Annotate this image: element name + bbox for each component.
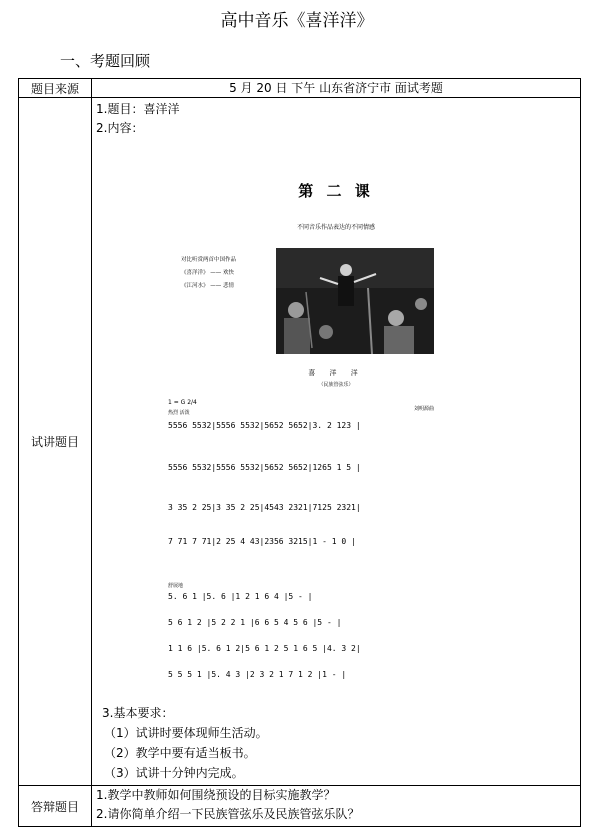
- requirement-item: （3）试讲十分钟内完成。: [104, 766, 244, 780]
- requirements: [96, 704, 576, 783]
- defense-row: [19, 786, 581, 827]
- defense-label: 答辩题目: [19, 786, 92, 827]
- defense-question: 2.请你简单介绍一下民族管弦乐及民族管弦乐队？: [96, 807, 360, 821]
- document-title: 高中音乐《喜洋洋》: [220, 11, 374, 31]
- tempo-mark-2: 舒展地: [168, 583, 184, 589]
- tempo-mark: 热烈 活泼: [168, 410, 190, 416]
- exam-table: [18, 78, 581, 827]
- score-image: [96, 140, 576, 700]
- requirement-item: （2）教学中要有适当板书。: [104, 746, 256, 760]
- score-row: 3 35 2 25|3 35 2 25|4543 2321|7125 2321|: [168, 503, 361, 512]
- orchestra-photo: [276, 248, 434, 354]
- score-row: 7 71 7 71|2 25 4 43|2356 3215|1 - 1 0 |: [168, 537, 356, 546]
- score-row: 5556 5532|5556 5532|5652 5652|3. 2 123 |: [168, 421, 361, 430]
- compare-line: 对比听赏两首中国作品: [181, 257, 237, 263]
- orchestra-photo-graphic: [276, 248, 434, 354]
- lesson-subtitle: 不同音乐作品表达的不同情感: [296, 224, 375, 231]
- defense-content: [92, 786, 581, 827]
- content-line: 2.内容：: [96, 121, 144, 135]
- compare-list: [181, 254, 236, 293]
- section-heading: 一、考题回顾: [60, 52, 151, 70]
- piece-title: 喜 洋 洋: [308, 369, 364, 377]
- trial-label: 试讲题目: [19, 98, 92, 786]
- score-row: 1 1 6 |5. 6 1 2|5 6 1 2 5 1 6 5 |4. 3 2|: [168, 644, 361, 653]
- piece-subtitle: （民族管弦乐）: [318, 382, 354, 388]
- defense-question: 1.教学中教师如何围绕预设的目标实施教学？: [96, 788, 336, 802]
- compare-line: 《江河水》 —— 悲情: [181, 283, 234, 289]
- score-row: 5 6 1 2 |5 2 2 1 |6 6 5 4 5 6 |5 - |: [168, 618, 342, 627]
- source-value: 5 月 20 日 下午 山东省济宁市 面试考题: [92, 79, 581, 98]
- source-row: [19, 79, 581, 98]
- requirements-title: 3.基本要求：: [102, 706, 174, 720]
- source-label: 题目来源: [19, 79, 92, 98]
- compare-line: 《喜洋洋》 —— 欢快: [181, 270, 234, 276]
- score-row: 5. 6 1 |5. 6 |1 2 1 6 4 |5 - |: [168, 592, 313, 601]
- score-row: 5 5 5 1 |5. 4 3 |2 3 2 1 7 1 2 |1 - |: [168, 670, 347, 679]
- score-row: 5556 5532|5556 5532|5652 5652|1265 1 5 |: [168, 463, 361, 472]
- requirement-item: （1）试讲时要体现师生活动。: [104, 726, 268, 740]
- lesson-title: 第 二 课: [298, 182, 374, 200]
- key-signature: 1 = G 2/4: [168, 399, 197, 406]
- topic-line: 1.题目：喜洋洋: [96, 102, 180, 116]
- composer: 刘明源曲: [414, 406, 435, 412]
- trial-content: [92, 98, 581, 786]
- trial-row: [19, 98, 581, 786]
